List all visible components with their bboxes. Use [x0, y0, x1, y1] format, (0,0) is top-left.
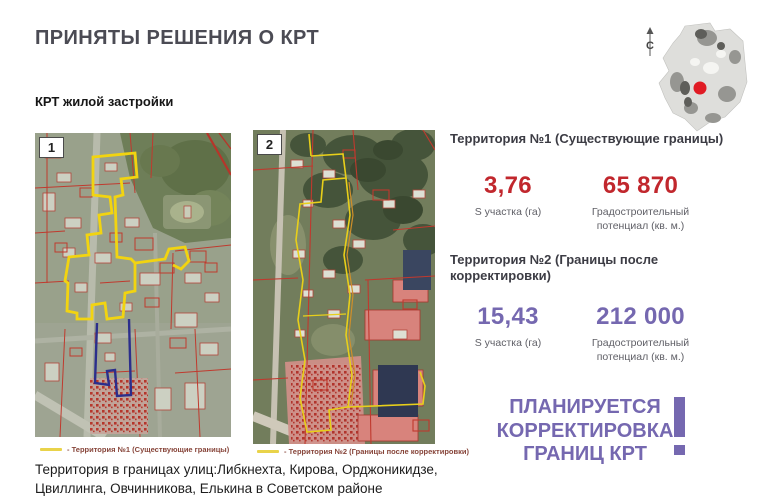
territory1-area-stat: [448, 172, 568, 220]
map1-number-badge: 1: [39, 137, 64, 158]
territory1-area-value: 3,76: [484, 172, 532, 199]
territory2-potential-value: 212 000: [596, 303, 685, 330]
territory1-potential-value: 65 870: [602, 172, 679, 199]
section-subtitle: КРТ жилой застройки: [35, 94, 174, 109]
location-marker-dot: [694, 82, 707, 95]
map1-satellite-image: [35, 133, 231, 437]
territory2-area-value: 15,43: [477, 303, 539, 330]
territory1-area-label: S участка (га): [474, 206, 542, 218]
map2-number-badge: 2: [257, 134, 282, 155]
territory1-heading: Территория №1 (Существующие границы): [450, 131, 724, 146]
map2-legend-label: - Территория №2 (Границы после корректировки): [284, 447, 469, 456]
territory2-area-label: S участка (га): [474, 337, 542, 349]
territory2-heading: Территория №2 (Границы после корректировки): [450, 252, 659, 284]
map2-legend-line-swatch: [257, 450, 279, 453]
territory-streets-description: Территория в границах улиц:Либкнехта, Кирова, Орджоникидзе, Цвиллинга, Овчинникова, Елькина в Советском районе: [35, 462, 438, 496]
exclamation-mark-icon: [674, 397, 685, 437]
city-locator-minimap: [655, 22, 748, 132]
compass-letter: С: [646, 40, 654, 52]
territory2-potential-stat: [568, 303, 713, 364]
territory2-area-stat: [448, 303, 568, 351]
map2-satellite-image: [253, 130, 435, 444]
map2-legend: [257, 447, 469, 456]
exclamation-mark-dot: [674, 445, 685, 455]
territory1-potential-stat: [568, 172, 713, 233]
territory2-potential-label: Градостроительный потенциал (кв. м.): [591, 337, 690, 363]
map1-legend-line-swatch: [40, 448, 62, 451]
map1-legend-label: - Территория №1 (Существующие границы): [67, 445, 230, 454]
map1-legend: [40, 445, 229, 454]
page-title: ПРИНЯТЫ РЕШЕНИЯ О КРТ: [35, 27, 320, 49]
territory1-potential-label: Градостроительный потенциал (кв. м.): [591, 206, 690, 232]
map1-graphic: [35, 133, 231, 437]
planned-correction-callout: ПЛАНИРУЕТСЯ КОРРЕКТИРОВКА ГРАНИЦ КРТ: [496, 396, 674, 466]
map2-graphic: [253, 130, 435, 444]
